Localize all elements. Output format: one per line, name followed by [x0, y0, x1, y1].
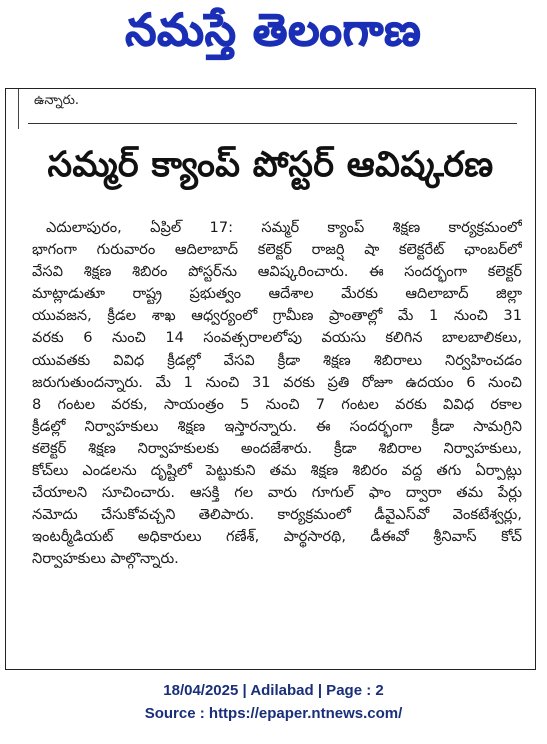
article-headline: సమ్మర్ క్యాంప్ పోస్టర్ ఆవిష్కరణ [47, 145, 494, 185]
clipping-footer [0, 679, 547, 725]
article-line: ఎదులాపురం, ఏప్రిల్ 17: సమ్మర్ క్యాంప్ శిక్షణ కార్యక్రమంలో [46, 219, 522, 236]
article-line: 8 గంటల వరకు, సాయంత్రం 5 నుంచి 7 గంటల వరకు వివిధ రకాల [32, 395, 522, 413]
article-body [32, 217, 522, 571]
article-line: యువతకు వివిధ క్రీడల్లో వేసవి క్రీడా శిక్షణ శిబిరాలు నిర్వహించడం [32, 351, 522, 369]
article-line: వరకు 6 నుంచి 14 సంవత్సరాలలోపు వయసు కలిగిన బాలబాలికలు, [32, 329, 522, 347]
article-line: నమోదు చేసుకోవచ్చని తెలిపారు. కార్యక్రమంలో డీవైఎస్‌వో వెంకటేశ్వర్లు, [32, 506, 522, 524]
article-line: కోచ్‌లు ఎండలను దృష్టిలో పెట్టుకుని తమ శిక్షణ శిబిరం వద్ద తగు ఏర్పాట్లు [32, 462, 522, 480]
article-line: జరుగుతుందన్నారు. మే 1 నుంచి 31 వరకు ప్రతి రోజూ ఉదయం 6 నుంచి [32, 373, 522, 391]
article-line: భాగంగా గురువారం ఆదిలాబాద్ కలెక్టర్ రాజర్షి షా కలెక్టరేట్ ఛాంబర్‌లో [32, 241, 522, 259]
newspaper-logo: నమస్తే తెలంగాణ [125, 5, 422, 56]
edition-info: 18/04/2025 | Adilabad | Page : 2 [163, 682, 384, 699]
article-clipping [5, 88, 536, 670]
article-line: యువజన, క్రీడల శాఖ ఆధ్వర్యంలో గ్రామీణ ప్రాంతాల్లో మే 1 నుంచి 31 [32, 307, 522, 325]
article-line: మాట్లాడుతూ రాష్ట్ర ప్రభుత్వం ఆదేశాల మేరకు ఆదిలాబాద్ జిల్లా [32, 285, 522, 303]
article-line: కలెక్టర్ శిక్షణ నిర్వాహకులకు అందజేశారు. క్రీడా శిబిరాల నిర్వాహకులు, [32, 439, 522, 457]
source-link[interactable]: Source : https://epaper.ntnews.com/ [144, 705, 403, 722]
article-line: ఇంటర్మీడియట్ అధికారులు గణేశ్, పార్థసారథి, డీఈవో శ్రీనివాస్ కోచ్ [32, 528, 522, 546]
masthead [0, 0, 547, 72]
article-line: వేసవి శిక్షణ శిబిరం పోస్టర్‌ను ఆవిష్కరించారు. ఈ సందర్భంగా కలెక్టర్ [32, 263, 522, 281]
column-divider [18, 89, 19, 129]
article-line: నిర్వాహకులు పాల్గొన్నారు. [32, 550, 179, 568]
previous-article-fragment: ఉన్నారు. [34, 93, 79, 108]
article-line: చేయాలని సూచించారు. ఆసక్తి గల వారు గూగుల్ ఫాం ద్వారా తమ పేర్లు [32, 484, 522, 502]
article-line: క్రీడల్లో నిర్వాహకులు శిక్షణ ఇస్తారన్నారు. ఈ సందర్భంగా క్రీడా సామగ్రిని [32, 417, 522, 435]
article-separator-rule [28, 123, 517, 124]
